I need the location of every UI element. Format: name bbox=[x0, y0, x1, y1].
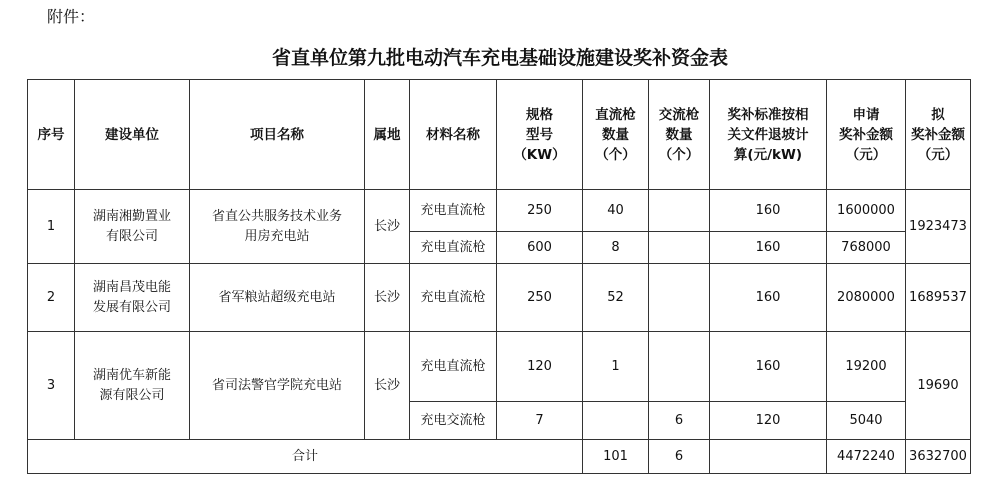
dc-cell: 1 bbox=[583, 332, 649, 402]
apply-cell: 768000 bbox=[827, 232, 906, 264]
apply-cell: 19200 bbox=[827, 332, 906, 402]
seq-cell: 2 bbox=[28, 264, 75, 332]
unit-cell: 湖南优车新能 源有限公司 bbox=[75, 332, 190, 440]
apply-cell: 1600000 bbox=[827, 190, 906, 232]
subsidy-table bbox=[27, 79, 971, 474]
location-cell: 长沙 bbox=[365, 332, 410, 440]
table-row bbox=[28, 332, 971, 402]
header-proposed: 拟 奖补金额 （元） bbox=[906, 80, 971, 190]
ac-cell bbox=[649, 332, 710, 402]
spec-cell: 250 bbox=[497, 190, 583, 232]
header-unit: 建设单位 bbox=[75, 80, 190, 190]
ac-cell bbox=[649, 190, 710, 232]
dc-cell: 8 bbox=[583, 232, 649, 264]
location-cell: 长沙 bbox=[365, 264, 410, 332]
spec-cell: 120 bbox=[497, 332, 583, 402]
project-cell: 省直公共服务技术业务 用房充电站 bbox=[190, 190, 365, 264]
total-standard bbox=[710, 440, 827, 474]
project-cell: 省司法警官学院充电站 bbox=[190, 332, 365, 440]
header-material: 材料名称 bbox=[410, 80, 497, 190]
apply-cell: 2080000 bbox=[827, 264, 906, 332]
total-proposed: 3632700 bbox=[906, 440, 971, 474]
project-cell: 省军粮站超级充电站 bbox=[190, 264, 365, 332]
dc-cell bbox=[583, 402, 649, 440]
header-dc: 直流枪 数量 （个） bbox=[583, 80, 649, 190]
header-row bbox=[28, 80, 971, 190]
material-cell: 充电直流枪 bbox=[410, 232, 497, 264]
proposed-cell: 1923473 bbox=[906, 190, 971, 264]
attachment-label: 附件： bbox=[47, 7, 96, 26]
material-cell: 充电直流枪 bbox=[410, 190, 497, 232]
seq-cell: 1 bbox=[28, 190, 75, 264]
proposed-cell: 19690 bbox=[906, 332, 971, 440]
material-cell: 充电直流枪 bbox=[410, 264, 497, 332]
dc-cell: 40 bbox=[583, 190, 649, 232]
spec-cell: 600 bbox=[497, 232, 583, 264]
location-cell: 长沙 bbox=[365, 190, 410, 264]
standard-cell: 160 bbox=[710, 232, 827, 264]
standard-cell: 120 bbox=[710, 402, 827, 440]
standard-cell: 160 bbox=[710, 332, 827, 402]
apply-cell: 5040 bbox=[827, 402, 906, 440]
material-cell: 充电直流枪 bbox=[410, 332, 497, 402]
total-row bbox=[28, 440, 971, 474]
spec-cell: 7 bbox=[497, 402, 583, 440]
total-label: 合计 bbox=[28, 440, 583, 474]
table-row bbox=[28, 190, 971, 232]
total-dc: 101 bbox=[583, 440, 649, 474]
standard-cell: 160 bbox=[710, 190, 827, 232]
header-seq: 序号 bbox=[28, 80, 75, 190]
material-cell: 充电交流枪 bbox=[410, 402, 497, 440]
total-apply: 4472240 bbox=[827, 440, 906, 474]
ac-cell bbox=[649, 232, 710, 264]
table-row bbox=[28, 264, 971, 332]
page-title: 省直单位第九批电动汽车充电基础设施建设奖补资金表 bbox=[271, 47, 728, 69]
header-project: 项目名称 bbox=[190, 80, 365, 190]
standard-cell: 160 bbox=[710, 264, 827, 332]
unit-cell: 湖南湘勤置业 有限公司 bbox=[75, 190, 190, 264]
header-ac: 交流枪 数量 （个） bbox=[649, 80, 710, 190]
header-location: 属地 bbox=[365, 80, 410, 190]
ac-cell: 6 bbox=[649, 402, 710, 440]
ac-cell bbox=[649, 264, 710, 332]
header-standard: 奖补标准按相 关文件退坡计 算(元/kW) bbox=[710, 80, 827, 190]
unit-cell: 湖南昌茂电能 发展有限公司 bbox=[75, 264, 190, 332]
proposed-cell: 1689537 bbox=[906, 264, 971, 332]
dc-cell: 52 bbox=[583, 264, 649, 332]
spec-cell: 250 bbox=[497, 264, 583, 332]
header-apply: 申请 奖补金额 （元） bbox=[827, 80, 906, 190]
total-ac: 6 bbox=[649, 440, 710, 474]
seq-cell: 3 bbox=[28, 332, 75, 440]
header-spec: 规格 型号 （KW） bbox=[497, 80, 583, 190]
